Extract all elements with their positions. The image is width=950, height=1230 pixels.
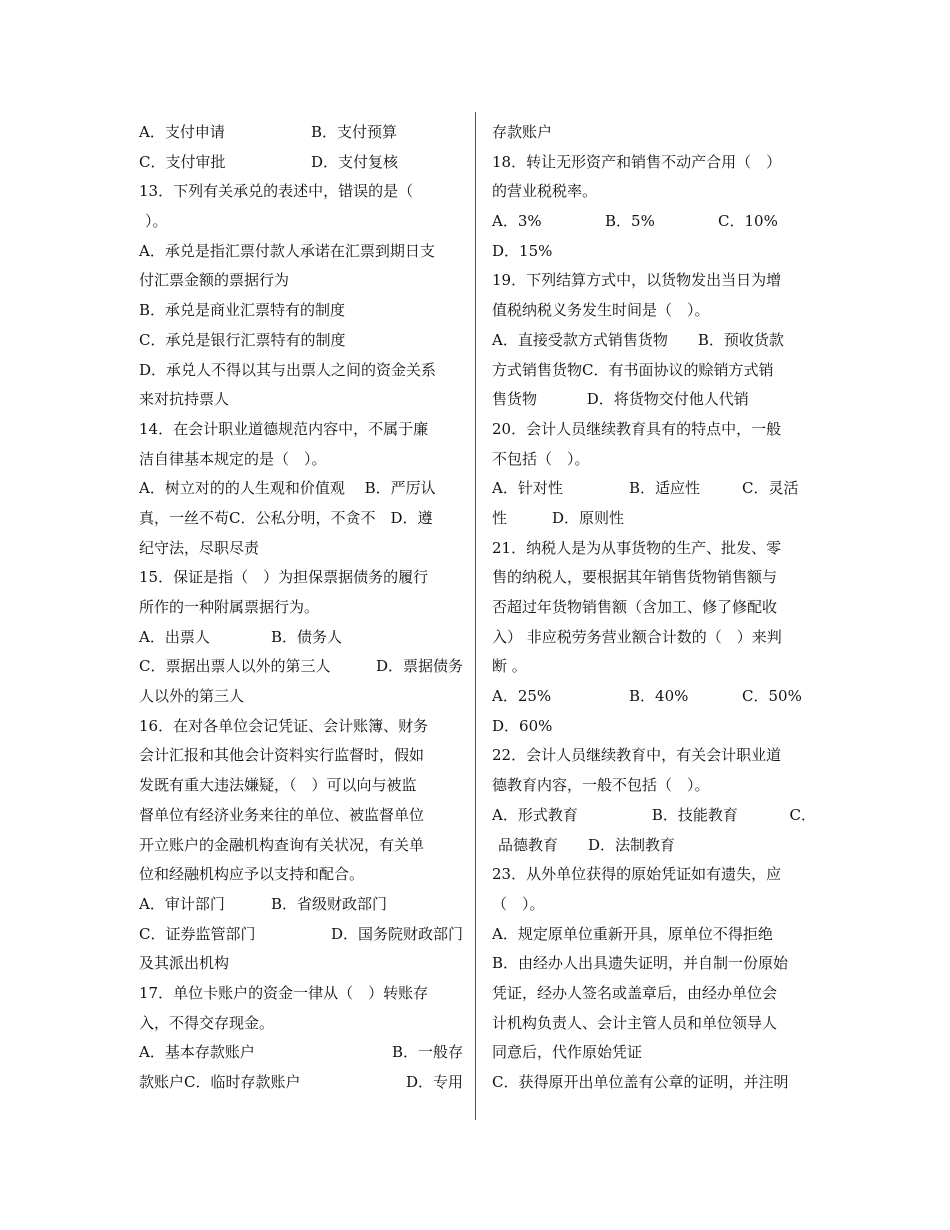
q17-stem-cont: 入，不得交存现金。 <box>139 1013 275 1032</box>
q20-stem: 20．会计人员继续教育具有的特点中，一般 <box>492 419 782 438</box>
q15-options-row2 <box>139 652 463 682</box>
q23-option-b-line2: 凭证，经办人签名或盖章后，由经办单位会 <box>492 983 778 1002</box>
option-c: C．50% <box>742 687 802 706</box>
q16-options-row1 <box>139 890 463 920</box>
q20-options-row2: 性 D．原则性 <box>492 508 625 527</box>
q16-stem-line3: 发既有重大违法嫌疑，（ ）可以向与被监 <box>139 776 417 795</box>
q14-options-line1: A．树立对的的人生观和价值观 B．严厉认 <box>139 479 436 498</box>
q18-options-row1 <box>492 207 816 237</box>
option-d: D．支付复核 <box>311 152 399 171</box>
option-c: C． <box>789 805 816 824</box>
q20-options-row1 <box>492 474 816 504</box>
q16-stem-line6: 位和经融机构应予以支持和配合。 <box>139 865 365 884</box>
option-d: D．国务院财政部门 <box>330 924 463 943</box>
option-b: B．40% <box>629 687 689 706</box>
q13-option-a: A．承兑是指汇票付款人承诺在汇票到期日支 <box>139 241 435 260</box>
option-c: C．票据出票人以外的第三人 <box>139 657 331 676</box>
option-c: C．10% <box>718 212 778 231</box>
q22-stem: 22．会计人员继续教育中，有关会计职业道 <box>492 746 782 765</box>
q18-option-d: D．15% <box>492 241 553 260</box>
q18-stem: 18．转让无形资产和销售不动产合用（ ） <box>492 152 782 171</box>
q21-stem-line2: 售的纳税人，要根据其年销售货物销售额与 <box>492 568 778 587</box>
q19-options-line2: 方式销售货物C．有书面协议的赊销方式销 <box>492 360 774 379</box>
option-b: B．省级财政部门 <box>271 894 388 913</box>
q17-stem: 17．单位卡账户的资金一律从（ ）转账存 <box>139 983 429 1002</box>
right-column <box>492 118 816 1098</box>
q23-option-b-line3: 计机构负责人、会计主管人员和单位领导人 <box>492 1013 778 1032</box>
option-c: C．证券监管部门 <box>139 924 256 943</box>
option-b: B．5% <box>605 212 655 231</box>
q18-stem-cont: 的营业税税率。 <box>492 182 598 201</box>
q15-stem-cont: 所作的一种附属票据行为。 <box>139 598 320 616</box>
q19-stem: 19．下列结算方式中，以货物发出当日为增 <box>492 271 782 290</box>
q17-options-row1 <box>139 1038 463 1068</box>
q19-stem-cont: 值税纳税义务发生时间是（ ）。 <box>492 301 710 320</box>
q23-option-a: A．规定原单位重新开具，原单位不得拒绝 <box>492 924 773 943</box>
q21-stem-line3: 否超过年货物销售额（含加工、修了修配收 <box>492 598 778 616</box>
q21-stem-line5: 断 。 <box>492 657 527 676</box>
option-a: A．支付申请 <box>139 123 225 141</box>
q14-stem: 14．在会计职业道德规范内容中，不属于廉 <box>139 419 429 438</box>
q16-stem-line1: 16．在对各单位会记凭证、会计账簿、财务 <box>139 716 429 735</box>
q15-stem: 15．保证是指（ ）为担保票据债务的履行 <box>139 568 429 587</box>
option-a: A．3% <box>492 212 542 231</box>
q21-stem-line4: 入） 非应税劳务营业额合计数的（ ）来判 <box>492 627 782 646</box>
q17-options-row2 <box>139 1068 463 1098</box>
option-c: C．支付审批 <box>139 152 226 171</box>
q15-option-d-cont: 人以外的第三人 <box>139 687 245 706</box>
q19-options-line3: 售货物 D．将货物交付他人代销 <box>492 390 749 409</box>
q15-options-row1 <box>139 623 463 653</box>
q16-options-row2 <box>139 920 463 950</box>
q23-stem-cont: （ ）。 <box>492 894 545 913</box>
q16-stem-line4: 督单位有经济业务来往的单位、被监督单位 <box>139 805 425 824</box>
q13-option-b: B．承兑是商业汇票特有的制度 <box>139 301 346 320</box>
option-a: A．针对性 <box>492 479 563 498</box>
q14-stem-cont: 洁自律基本规定的是（ ）。 <box>139 449 327 468</box>
option-b: B．技能教育 <box>651 805 738 824</box>
q16-stem-line2: 会计汇报和其他会计资料实行监督时，假如 <box>139 746 425 765</box>
q20-stem-cont: 不包括（ ）。 <box>492 449 590 468</box>
q23-option-c: C．获得原开出单位盖有公章的证明，并注明 <box>492 1073 789 1091</box>
q12-options-row1 <box>139 118 463 148</box>
q23-stem: 23．从外单位获得的原始凭证如有遗失，应 <box>492 865 782 884</box>
q22-stem-cont: 德教育内容，一般不包括（ ）。 <box>492 776 710 795</box>
column-divider <box>475 112 476 1120</box>
q22-options-row1 <box>492 801 816 831</box>
option-a: A．基本存款账户 <box>139 1043 255 1062</box>
q13-stem: 13．下列有关承兑的表述中，错误的是（ <box>139 182 414 201</box>
option-b: B．一般存 <box>391 1043 463 1062</box>
q16-stem-line5: 开立账户的金融机构查询有关状况，有关单 <box>139 835 425 854</box>
option-a: A．审计部门 <box>139 894 225 913</box>
q13-stem-cont: ）。 <box>145 212 168 231</box>
q21-option-d: D．60% <box>492 716 553 735</box>
q19-options-line1: A．直接受款方式销售货物 B．预收货款 <box>492 330 784 349</box>
option-b: B．支付预算 <box>311 123 398 141</box>
option-a: A．形式教育 <box>492 805 578 824</box>
q13-option-d-cont: 来对抗持票人 <box>139 390 230 409</box>
q17-option-d-cont: 存款账户 <box>492 123 553 141</box>
option-a: A．出票人 <box>139 627 210 646</box>
option-b: B．适应性 <box>629 479 701 498</box>
q12-options-row2 <box>139 148 463 178</box>
q13-option-c: C．承兑是银行汇票特有的制度 <box>139 330 346 349</box>
option-c: 款账户C．临时存款账户 <box>139 1073 301 1091</box>
left-column <box>139 118 463 1098</box>
q13-option-a-cont: 付汇票金额的票据行为 <box>139 271 290 290</box>
q21-stem-line1: 21．纳税人是为从事货物的生产、批发、零 <box>492 538 782 557</box>
q14-options-line2: 真，一丝不苟C．公私分明，不贪不 D．遵 <box>139 508 433 527</box>
q16-option-d-cont: 及其派出机构 <box>139 954 230 973</box>
q14-options-line3: 纪守法，尽职尽责 <box>139 538 260 557</box>
option-d: D．票据债务 <box>375 657 463 676</box>
q23-option-b-line1: B．由经办人出具遗失证明，并自制一份原始 <box>492 954 789 973</box>
q23-option-b-line4: 同意后，代作原始凭证 <box>492 1043 643 1062</box>
option-c: C．灵活 <box>742 479 799 498</box>
option-a: A．25% <box>492 687 552 706</box>
option-d: D．专用 <box>405 1073 463 1091</box>
option-b: B．债务人 <box>271 627 343 646</box>
q13-option-d: D．承兑人不得以其与出票人之间的资金关系 <box>139 360 437 379</box>
q22-options-row2: 品德教育 D．法制教育 <box>498 835 676 854</box>
q21-options-row1 <box>492 682 816 712</box>
